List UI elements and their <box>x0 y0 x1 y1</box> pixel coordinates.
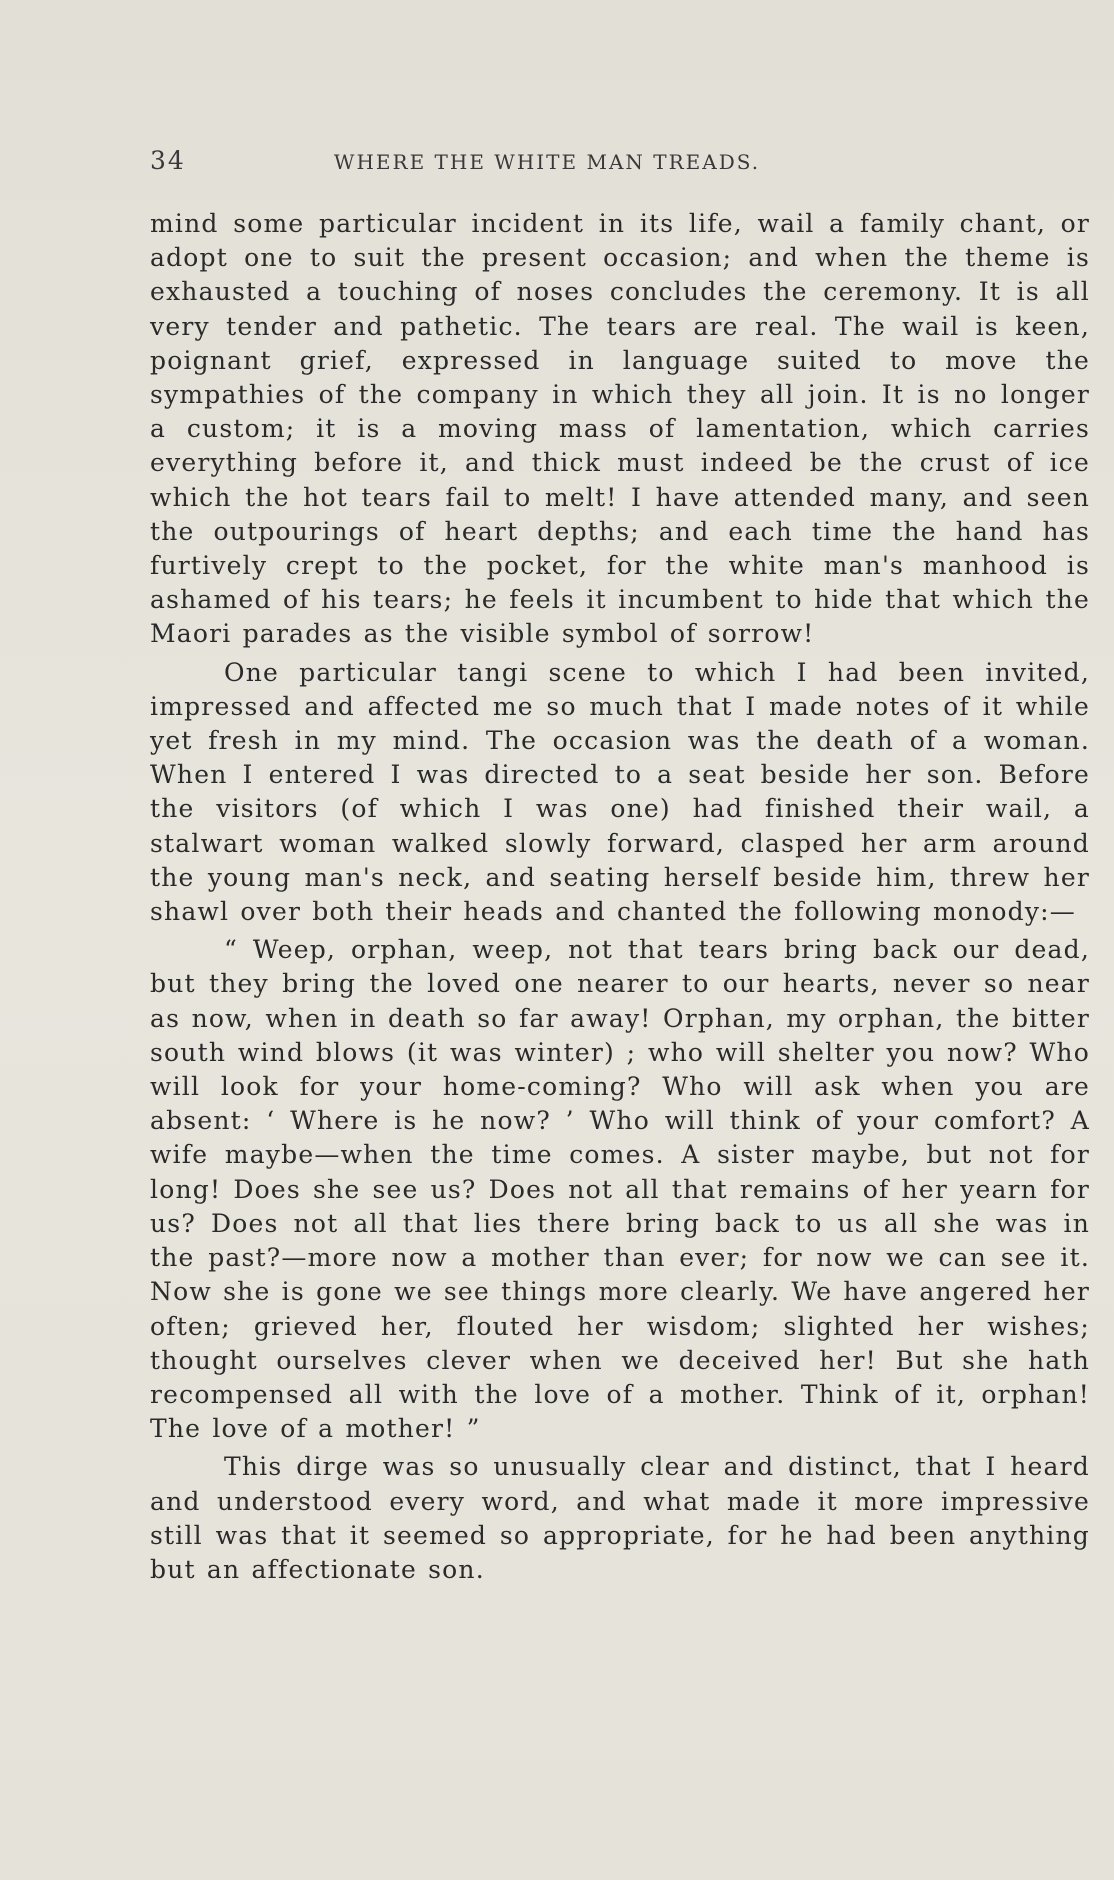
paragraph-dirge: This dirge was so unusually clear and distinct, that I heard and understood every word, and what made it more impressive still was that it seemed so appropriate, for he had been anything but an affectionate son. <box>150 1452 1090 1584</box>
paragraph-tangi-scene: One particular tangi scene to which I had been invited, impressed and affected me so much that I made notes of it while yet fresh in my mind. The occasion was the death of a woman. When I entered I was directed to a seat beside her son. Before the visitors (of which I was one) had finished their wail, a stalwart woman walked slowly forward, clasped her arm around the young man's neck, and seating herself beside him, threw her shawl over both their heads and chanted the following monody:— <box>150 657 1090 927</box>
body-text <box>150 207 1090 1587</box>
page-number: 34 <box>150 146 186 175</box>
running-title: WHERE THE WHITE MAN TREADS. <box>333 150 761 174</box>
paragraph-monody: “ Weep, orphan, weep, not that tears bring back our dead, but they bring the loved one nearer to our hearts, never so near as now, when in death so far away! Orphan, my orphan, the bitter south wind blows (it was winter) ; who will shelter you now? Who will look for your home-coming? Who will ask when you are absent: ‘ Where is he now? ’ Who will think of your comfort? A wife maybe—when the time comes. A sister maybe, but not for long! Does she see us? Does not all that remains of her yearn for us? Does not all that lies there bring back to us all she was in the past?—more now a mother than ever; for now we can see it. Now she is gone we see things more clearly. We have angered her often; grieved her, flouted her wisdom; slighted her wishes; thought ourselves clever when we deceived her! But she hath recompensed all with the love of a mother. Think of it, orphan! The love of a mother! ” <box>150 935 1090 1444</box>
paragraph-continued: mind some particular incident in its life, wail a family chant, or adopt one to suit the present occasion; and when the theme is exhausted a touching of noses concludes the ceremony. It is all very tender and pathetic. The tears are real. The wail is keen, poignant grief, expressed in language suited to move the sympathies of the company in which they all join. It is no longer a custom; it is a moving mass of lamentation, which carries everything before it, and thick must indeed be the crust of ice which the hot tears fail to melt! I have attended many, and seen the outpourings of heart depths; and each time the hand has furtively crept to the pocket, for the white man's manhood is ashamed of his tears; he feels it incumbent to hide that which the Maori parades as the visible symbol of sorrow! <box>150 209 1090 649</box>
running-head <box>150 146 1094 180</box>
